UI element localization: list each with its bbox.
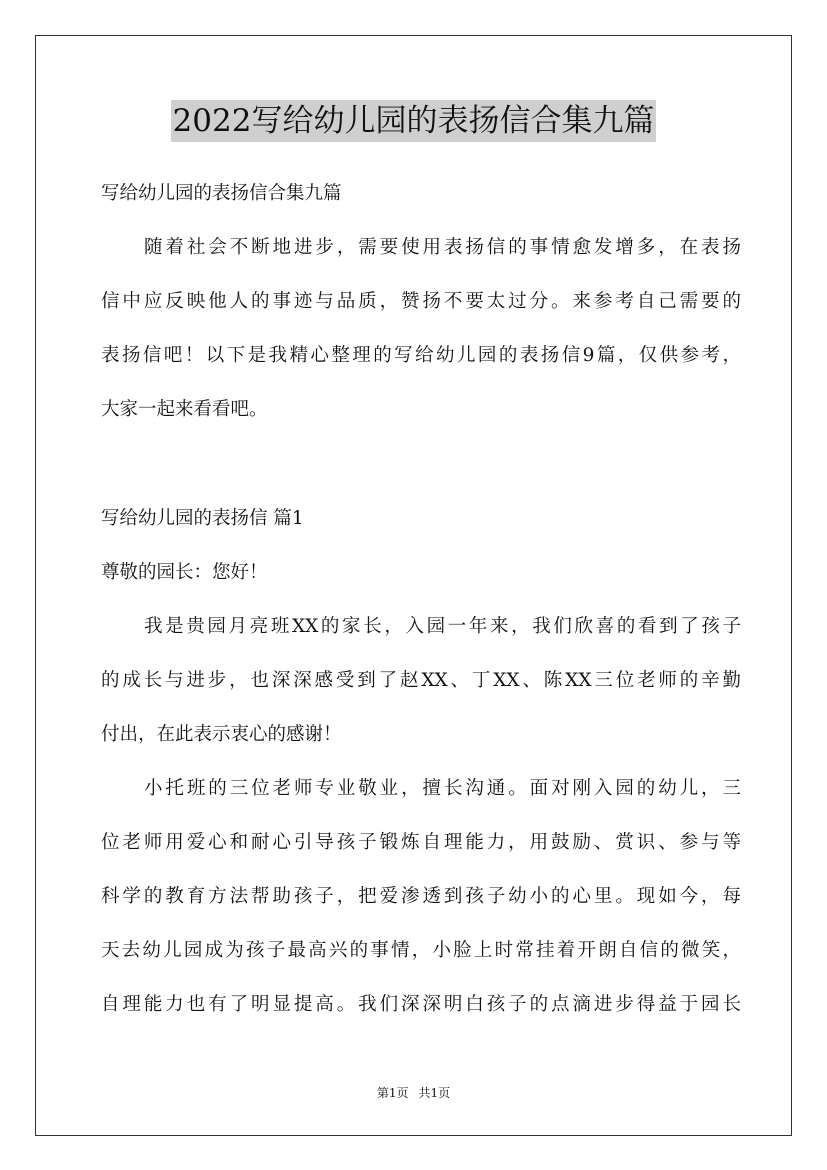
paragraph-line: 小托班的三位老师专业敬业，擅长沟通。面对刚入园的幼儿，三: [144, 778, 741, 799]
paragraph-line: 科学的教育方法帮助孩子，把爱渗透到孩子幼小的心里。现如今，每: [101, 886, 741, 907]
paragraph-line: 自理能力也有了明显提高。我们深深明白孩子的点滴进步得益于园长: [101, 994, 741, 1015]
paragraph-line: 付出，在此表示衷心的感谢！: [101, 724, 342, 745]
page-footer: [0, 1084, 827, 1101]
document-title: 2022写给幼儿园的表扬信合集九篇: [171, 100, 657, 142]
intro-line: 大家一起来看看吧。: [101, 399, 268, 420]
page-number: 第1页: [376, 1086, 409, 1100]
section-heading: 写给幼儿园的表扬信 篇1: [101, 508, 304, 529]
intro-line: 信中应反映他人的事迹与品质，赞扬不要太过分。来参考自己需要的: [101, 291, 741, 312]
paragraph-line: 我是贵园月亮班XX的家长，入园一年来，我们欣喜的看到了孩子: [144, 616, 741, 637]
intro-line: 随着社会不断地进步，需要使用表扬信的事情愈发增多，在表扬: [144, 237, 741, 258]
paragraph-line: 位老师用爱心和耐心引导孩子锻炼自理能力，用鼓励、赏识、参与等: [101, 832, 741, 853]
title-block: [0, 100, 827, 142]
paragraph-line: 天去幼儿园成为孩子最高兴的事情，小脸上时常挂着开朗自信的微笑，: [101, 940, 741, 961]
salutation: 尊敬的园长：您好！: [101, 562, 268, 583]
paragraph-line: 的成长与进步，也深深感受到了赵XX、丁XX、陈XX三位老师的辛勤: [101, 670, 741, 691]
page-total: 共1页: [418, 1086, 451, 1100]
intro-line: 表扬信吧！以下是我精心整理的写给幼儿园的表扬信9篇，仅供参考，: [101, 345, 741, 366]
subtitle: 写给幼儿园的表扬信合集九篇: [101, 183, 342, 204]
